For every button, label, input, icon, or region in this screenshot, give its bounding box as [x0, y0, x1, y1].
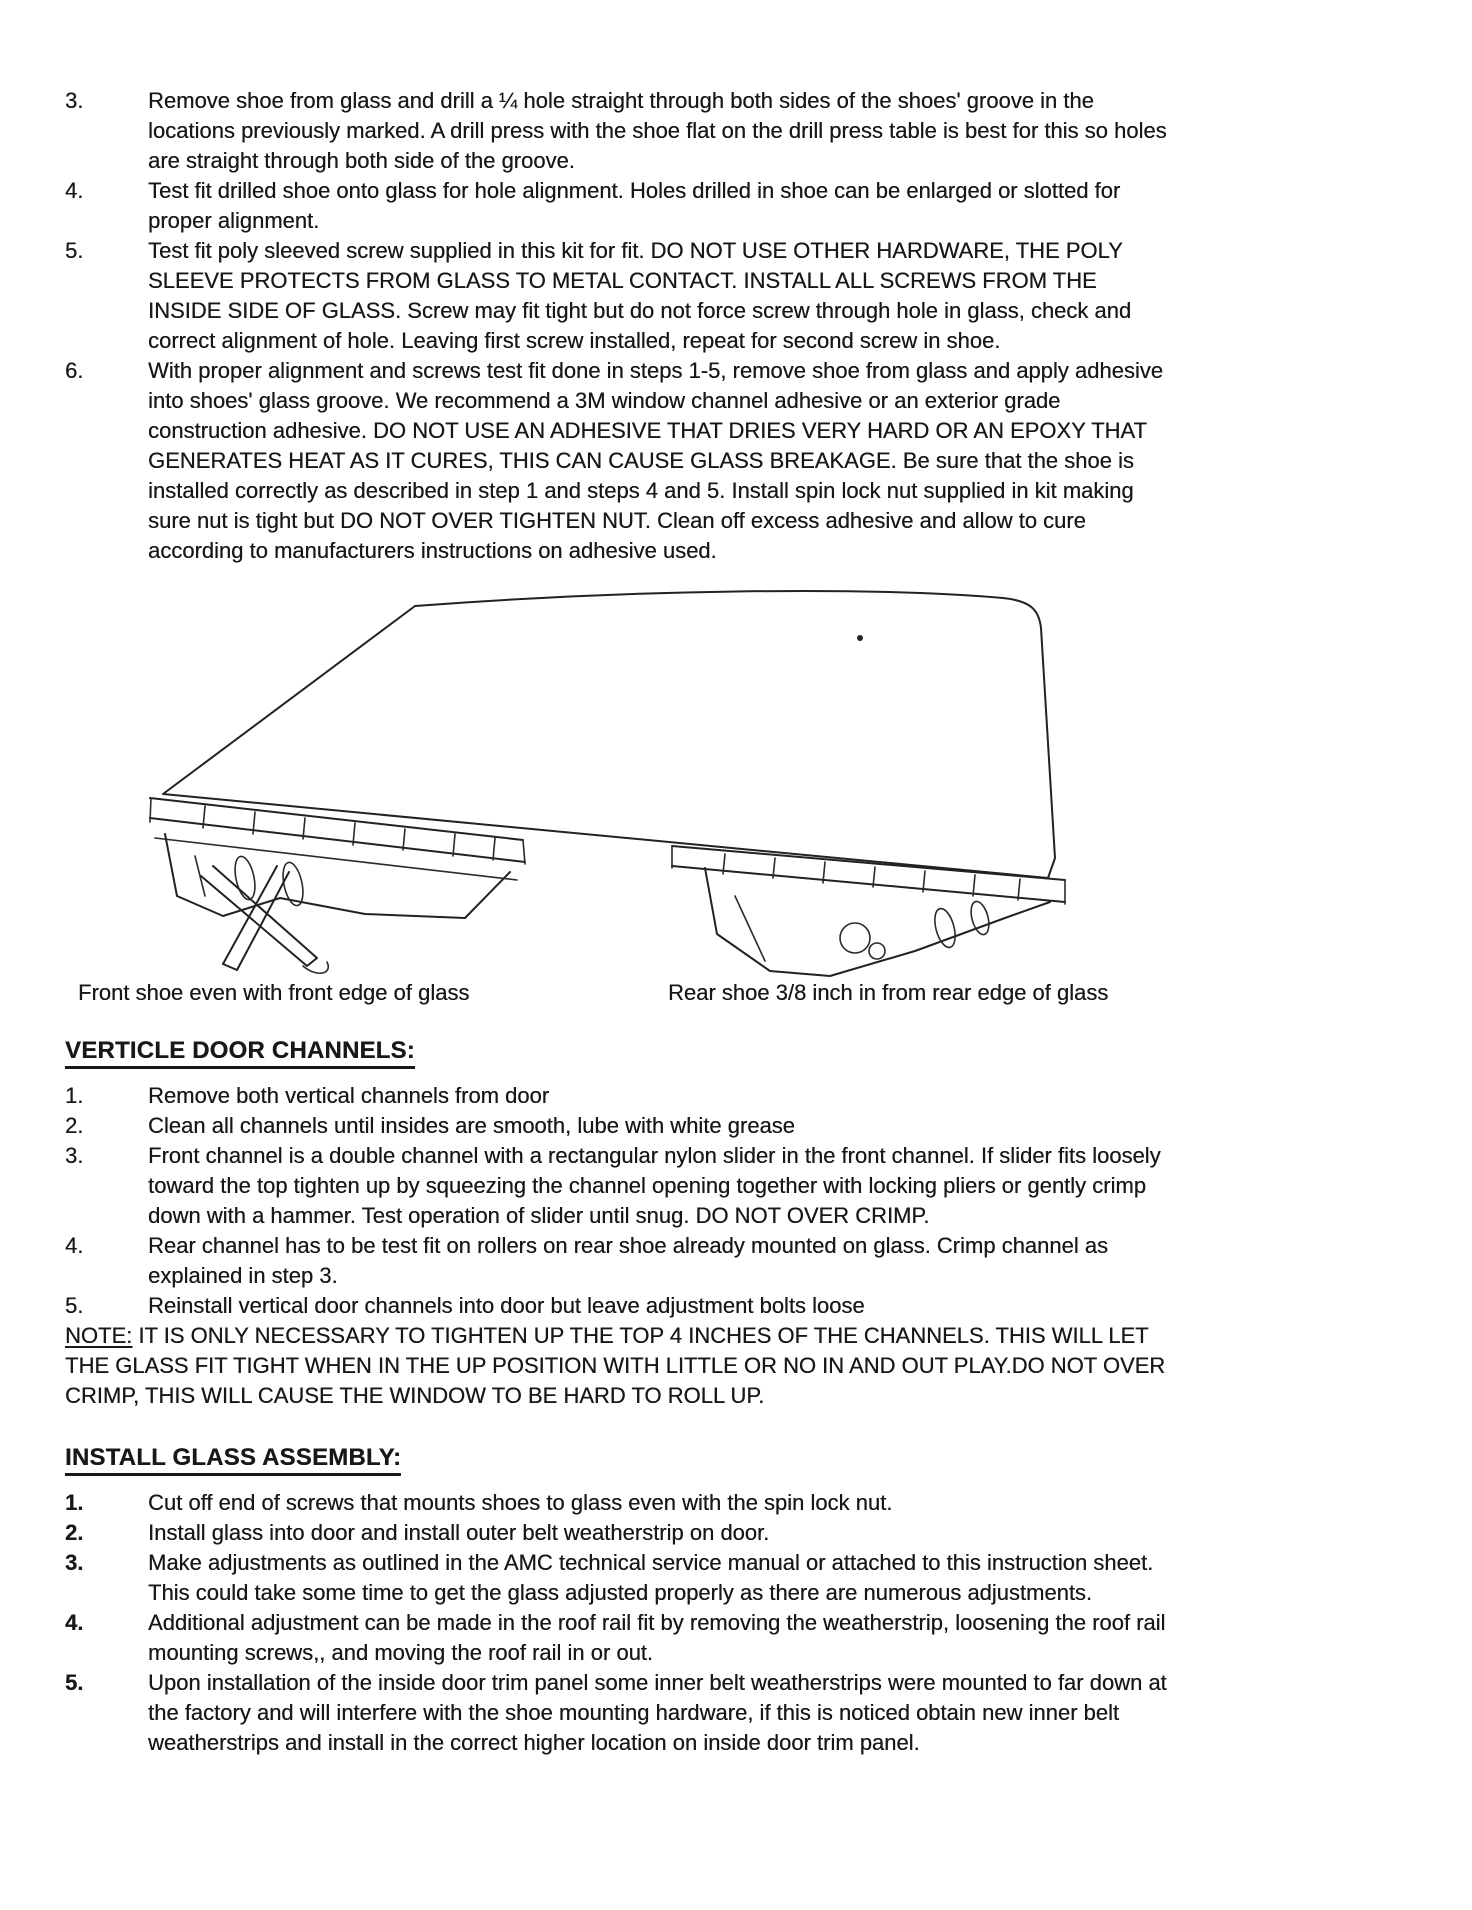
list-item-text: Front channel is a double channel with a rectangular nylon slider in the front channel. If slider fits loosely toward the top tighten up by squeezing the channel opening together with locking pliers or gently crimp down with a hammer. Test operation of slider until snug. DO NOT OVER CRIMP.	[148, 1143, 1161, 1228]
list-item	[65, 1081, 1177, 1111]
list-item	[65, 1231, 1177, 1291]
list-item-number: 5.	[65, 238, 84, 263]
door-glass-drawing	[65, 566, 1177, 978]
note-label: NOTE:	[65, 1323, 133, 1348]
note-text: IT IS ONLY NECESSARY TO TIGHTEN UP THE TOP 4 INCHES OF THE CHANNELS. THIS WILL LET THE GLASS FIT TIGHT WHEN IN THE UP POSITION WITH LITTLE OR NO IN AND OUT PLAY.DO NOT OVER CRIMP, THIS WILL CAUSE THE WINDOW TO BE HARD TO ROLL UP.	[65, 1323, 1166, 1408]
list-item-number: 3.	[65, 1143, 84, 1168]
list-item-number: 5.	[65, 1670, 84, 1695]
list-item-number: 4.	[65, 1610, 84, 1635]
figure-captions	[65, 978, 1177, 1012]
list-item-text: Clean all channels until insides are smooth, lube with white grease	[148, 1113, 795, 1138]
list-item	[65, 1488, 1177, 1518]
list-item-text: Test fit poly sleeved screw supplied in this kit for fit. DO NOT USE OTHER HARDWARE, THE POLY SLEEVE PROTECTS FROM GLASS TO METAL CONTACT. INSTALL ALL SCREWS FROM THE INSIDE SIDE OF GLASS. Screw may fit tight but do not force screw through hole in glass, check and correct alignment of hole. Leaving first screw installed, repeat for second screw in shoe.	[148, 238, 1132, 353]
list-item-number: 1.	[65, 1490, 84, 1515]
rear-shoe-caption: Rear shoe 3/8 inch in from rear edge of glass	[668, 980, 1109, 1005]
list-item-text: With proper alignment and screws test fit done in steps 1-5, remove shoe from glass and apply adhesive into shoes' glass groove. We recommend a 3M window channel adhesive or an exterior grade construction adhesive. DO NOT USE AN ADHESIVE THAT DRIES VERY HARD OR AN EPOXY THAT GENERATES HEAT AS IT CURES, THIS CAN CAUSE GLASS BREAKAGE. Be sure that the shoe is installed correctly as described in step 1 and steps 4 and 5. Install spin lock nut supplied in kit making sure nut is tight but DO NOT OVER TIGHTEN NUT. Clean off excess adhesive and allow to cure according to manufacturers instructions on adhesive used.	[148, 358, 1163, 563]
list-item-text: Remove shoe from glass and drill a ¼ hole straight through both sides of the shoes' groove in the locations previously marked. A drill press with the shoe flat on the drill press table is best for this so holes are straight through both side of the groove.	[148, 88, 1167, 173]
list-item	[65, 1141, 1177, 1231]
front-shoe-caption: Front shoe even with front edge of glass	[78, 980, 470, 1005]
list-item	[65, 86, 1177, 176]
list-item-text: Install glass into door and install outer belt weatherstrip on door.	[148, 1520, 770, 1545]
vertical-channels-heading: VERTICLE DOOR CHANNELS:	[65, 1037, 415, 1069]
list-item	[65, 236, 1177, 356]
note-paragraph	[65, 1321, 1170, 1411]
list-item-text: Upon installation of the inside door trim panel some inner belt weatherstrips were mounted to far down at the factory and will interfere with the shoe mounting hardware, if this is noticed obtain new inner belt weatherstrips and install in the correct higher location on inside door trim panel.	[148, 1670, 1167, 1755]
list-item-number: 3.	[65, 88, 84, 113]
list-item-number: 4.	[65, 178, 84, 203]
list-item	[65, 1668, 1177, 1758]
list-item-text: Test fit drilled shoe onto glass for hole alignment. Holes drilled in shoe can be enlarged or slotted for proper alignment.	[148, 178, 1121, 233]
list-item	[65, 356, 1177, 566]
list-item-text: Make adjustments as outlined in the AMC technical service manual or attached to this instruction sheet. This could take some time to get the glass adjusted properly as there are numerous adjustments.	[148, 1550, 1154, 1605]
page-content	[65, 86, 1177, 1758]
list-item-number: 2.	[65, 1520, 84, 1545]
list-item-text: Cut off end of screws that mounts shoes to glass even with the spin lock nut.	[148, 1490, 893, 1515]
list-item-number: 2.	[65, 1113, 84, 1138]
door-glass-figure	[65, 566, 1177, 978]
list-item-text: Additional adjustment can be made in the roof rail fit by removing the weatherstrip, loosening the roof rail mounting screws,, and moving the roof rail in or out.	[148, 1610, 1166, 1665]
list-item-number: 3.	[65, 1550, 84, 1575]
list-item-text: Reinstall vertical door channels into door but leave adjustment bolts loose	[148, 1293, 865, 1318]
list-item	[65, 1111, 1177, 1141]
install-assembly-heading: INSTALL GLASS ASSEMBLY:	[65, 1444, 401, 1476]
list-item-text: Rear channel has to be test fit on rollers on rear shoe already mounted on glass. Crimp channel as explained in step 3.	[148, 1233, 1108, 1288]
list-item	[65, 176, 1177, 236]
section-heading-wrap	[65, 1036, 1177, 1069]
list-item-number: 6.	[65, 358, 84, 383]
list-item-number: 1.	[65, 1083, 84, 1108]
list-item-number: 4.	[65, 1233, 84, 1258]
list-item	[65, 1608, 1177, 1668]
list-item	[65, 1291, 1177, 1321]
section-heading-wrap	[65, 1443, 1177, 1476]
list-item-number: 5.	[65, 1293, 84, 1318]
list-item	[65, 1548, 1177, 1608]
list-item-text: Remove both vertical channels from door	[148, 1083, 550, 1108]
list-item	[65, 1518, 1177, 1548]
